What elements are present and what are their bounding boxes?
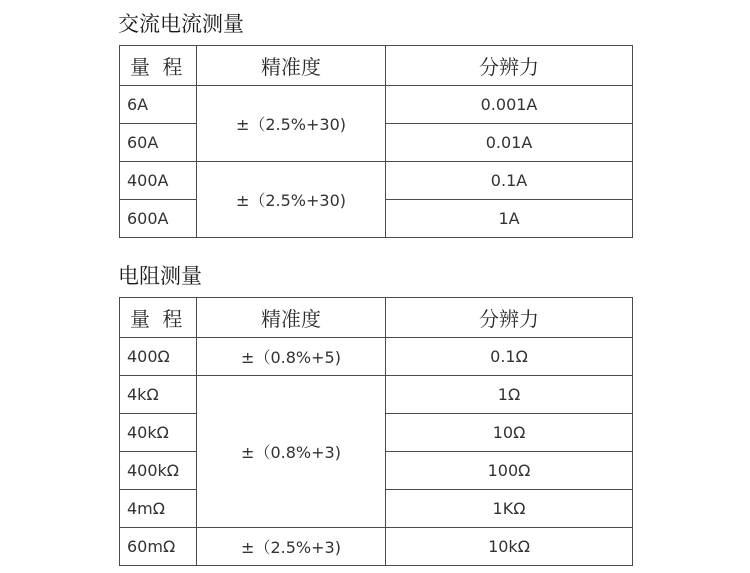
resistance-title: 电阻测量	[118, 264, 202, 288]
ac-current-title: 交流电流测量	[118, 12, 244, 36]
table-row	[120, 162, 633, 200]
accuracy-cell: ±（2.5%+30)	[197, 162, 386, 238]
accuracy-cell: ±（0.8%+3)	[197, 376, 386, 528]
range-cell: 6A	[120, 86, 197, 124]
resolution-cell: 0.1Ω	[386, 338, 633, 376]
range-cell: 60mΩ	[120, 528, 197, 566]
resolution-cell: 10kΩ	[386, 528, 633, 566]
resolution-cell: 1Ω	[386, 376, 633, 414]
resolution-cell: 100Ω	[386, 452, 633, 490]
accuracy-cell: ±（0.8%+5)	[197, 338, 386, 376]
range-cell: 400A	[120, 162, 197, 200]
header-accuracy: 精准度	[197, 46, 386, 86]
resolution-cell: 1KΩ	[386, 490, 633, 528]
resolution-cell: 1A	[386, 200, 633, 238]
table-row	[120, 338, 633, 376]
header-range: 量 程	[120, 298, 197, 338]
header-resolution: 分辨力	[386, 46, 633, 86]
range-cell: 4kΩ	[120, 376, 197, 414]
accuracy-cell: ±（2.5%+30)	[197, 86, 386, 162]
resistance-table	[119, 297, 633, 566]
range-cell: 4mΩ	[120, 490, 197, 528]
table-header-row	[120, 298, 633, 338]
resolution-cell: 0.1A	[386, 162, 633, 200]
range-cell: 400kΩ	[120, 452, 197, 490]
range-cell: 400Ω	[120, 338, 197, 376]
accuracy-cell: ±（2.5%+3)	[197, 528, 386, 566]
header-resolution: 分辨力	[386, 298, 633, 338]
range-cell: 600A	[120, 200, 197, 238]
table-row	[120, 528, 633, 566]
resolution-cell: 0.001A	[386, 86, 633, 124]
ac-current-table	[119, 45, 633, 238]
range-cell: 40kΩ	[120, 414, 197, 452]
table-row	[120, 86, 633, 124]
header-range: 量 程	[120, 46, 197, 86]
range-cell: 60A	[120, 124, 197, 162]
resolution-cell: 0.01A	[386, 124, 633, 162]
table-header-row	[120, 46, 633, 86]
table-row	[120, 376, 633, 414]
resolution-cell: 10Ω	[386, 414, 633, 452]
header-accuracy: 精准度	[197, 298, 386, 338]
